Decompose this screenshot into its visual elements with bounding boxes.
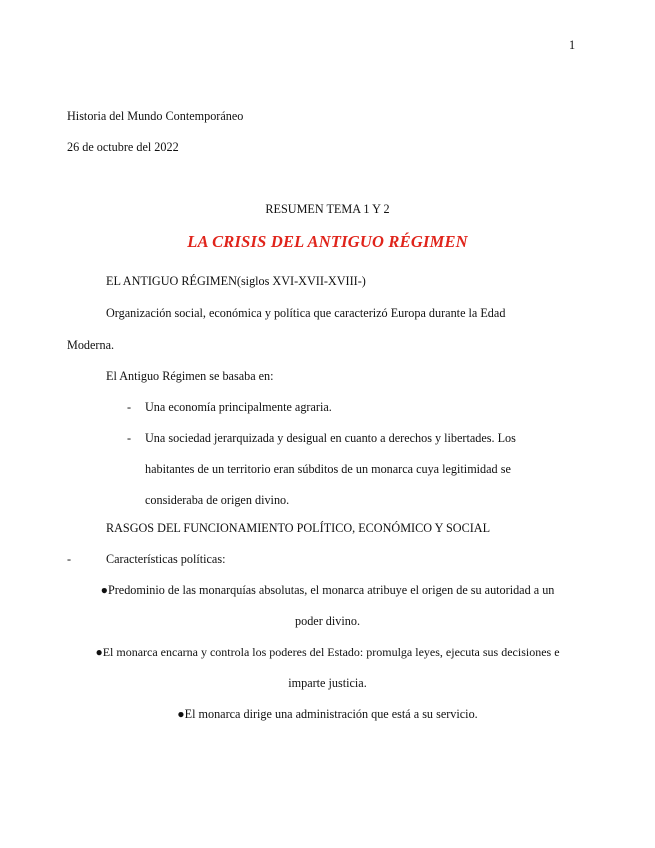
list-intro: El Antiguo Régimen se basaba en: [106,369,274,383]
paragraph-line: Organización social, económica y política que caracterizó Europa durante la Edad [106,306,506,320]
dash-marker: - [127,400,132,414]
doc-label: RESUMEN TEMA 1 Y 2 [265,202,390,216]
list-item-continuation: consideraba de origen divino. [145,493,290,507]
main-title: LA CRISIS DEL ANTIGUO RÉGIMEN [187,232,468,251]
section-heading-rasgos: RASGOS DEL FUNCIONAMIENTO POLÍTICO, ECONÓMICO Y SOCIAL [106,521,491,535]
dash-marker: - [127,431,132,445]
page-number: 1 [569,38,576,52]
subheading-politicas: Características políticas: [106,552,226,566]
bullet-item: ●Predominio de las monarquías absolutas, el monarca atribuye el origen de su autoridad a un [100,583,555,597]
paragraph-line: Moderna. [67,338,115,352]
dash-marker: - [67,552,72,566]
document-date: 26 de octubre del 2022 [67,140,179,154]
list-item-continuation: habitantes de un territorio eran súbditos de un monarca cuya legitimidad se [145,462,511,476]
section-heading-antiguo-regimen: EL ANTIGUO RÉGIMEN(siglos XVI-XVII-XVIII-) [106,274,366,288]
course-name: Historia del Mundo Contemporáneo [67,109,244,123]
list-item: Una sociedad jerarquizada y desigual en cuanto a derechos y libertades. Los [145,431,516,445]
bullet-item: ●El monarca encarna y controla los poderes del Estado: promulga leyes, ejecuta sus decisiones e [95,645,560,659]
list-item: Una economía principalmente agraria. [145,400,332,414]
bullet-item-continuation: poder divino. [295,614,360,628]
bullet-item-continuation: imparte justicia. [288,676,367,690]
bullet-item: ●El monarca dirige una administración que está a su servicio. [177,707,478,721]
